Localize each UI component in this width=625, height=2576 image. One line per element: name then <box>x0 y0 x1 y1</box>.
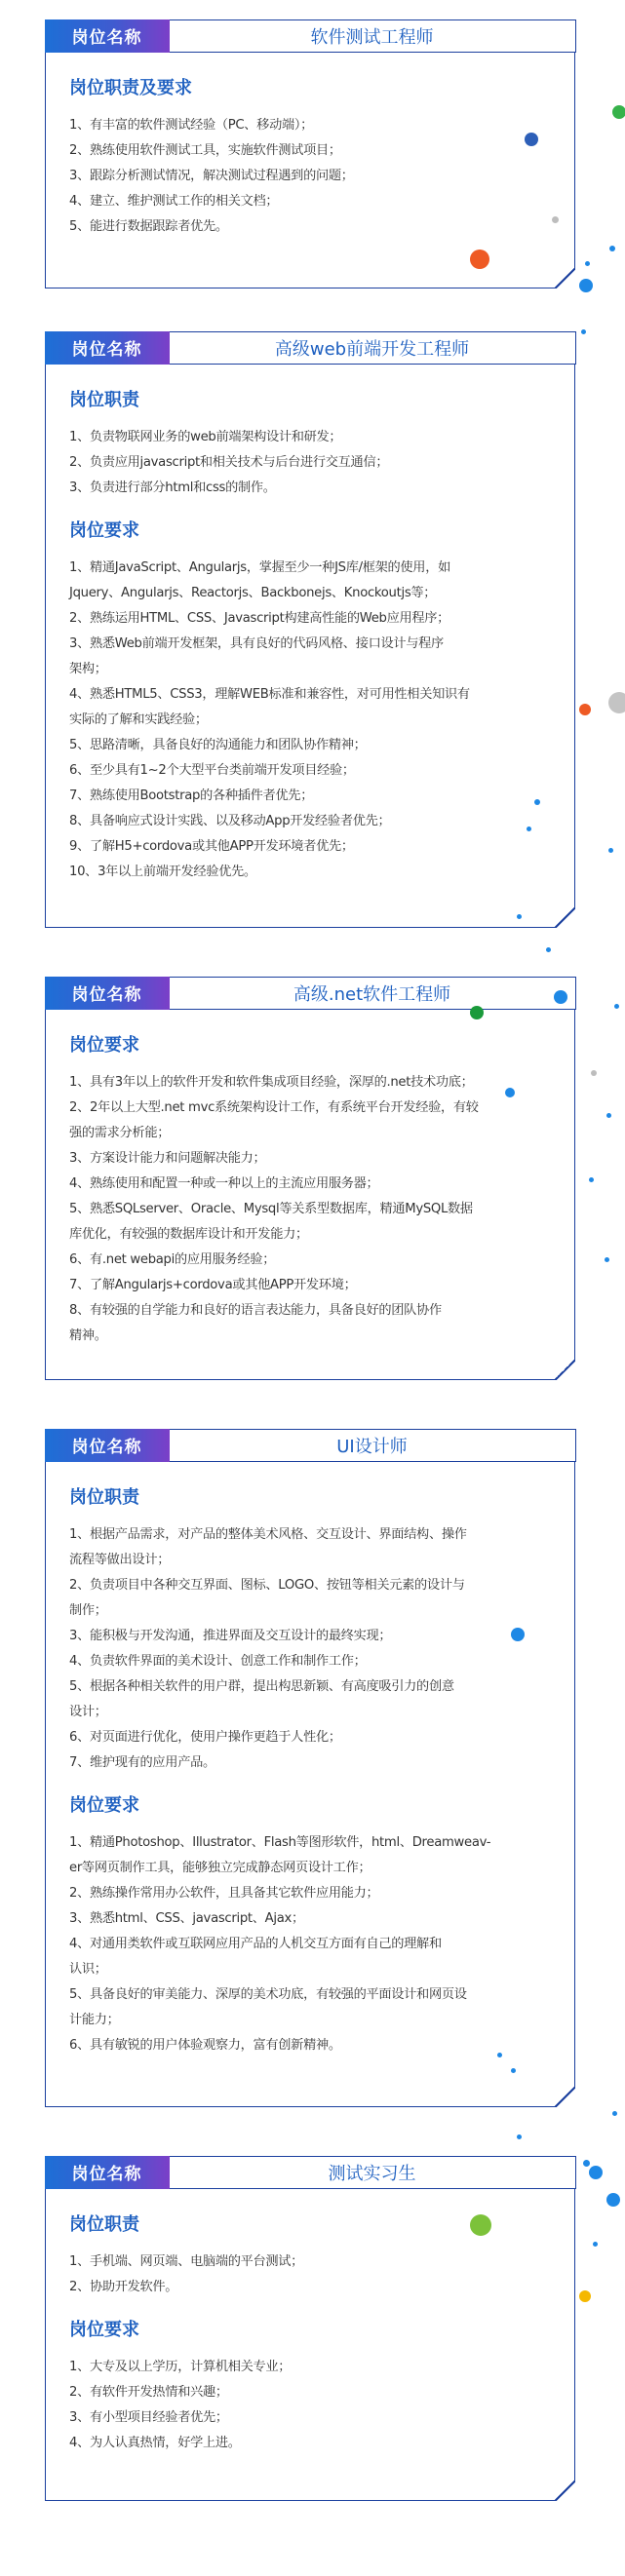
requirement-line: 5、思路清晰，具备良好的沟通能力和团队协作精神； <box>69 737 367 752</box>
requirement-line: 架构； <box>69 661 107 676</box>
requirement-line: 1、有丰富的软件测试经验（PC、移动端）； <box>69 117 314 133</box>
decor-dot <box>534 799 540 805</box>
decor-dot <box>525 133 538 146</box>
requirement-line: 4、为人认真热情，好学上进。 <box>69 2435 241 2450</box>
decor-dot <box>605 1257 609 1262</box>
requirement-line: 8、具备响应式设计实践、以及移动App开发经验者优先； <box>69 813 391 828</box>
decor-dot <box>583 2160 590 2167</box>
requirement-line: 2、熟练操作常用办公软件，且具备其它软件应用能力； <box>69 1885 379 1901</box>
requirement-line: 2、负责项目中各种交互界面、图标、LOGO、按钮等相关元素的设计与 <box>69 1577 465 1593</box>
decor-dot <box>546 947 551 952</box>
requirement-line: 实际的了解和实践经验； <box>69 711 208 727</box>
requirement-line: 2、协助开发软件。 <box>69 2279 178 2294</box>
requirement-line: 3、熟悉Web前端开发框架，具有良好的代码风格、接口设计与程序 <box>69 635 444 651</box>
position-label: 岗位名称 <box>45 19 170 53</box>
job-card-body <box>46 53 574 259</box>
job-title: 高级.net软件工程师 <box>170 977 576 1010</box>
section-heading: 岗位要求 <box>69 1794 139 1816</box>
job-card-body <box>46 1462 574 2078</box>
job-title: 测试实习生 <box>170 2156 576 2189</box>
requirement-line: 计能力； <box>69 2012 120 2027</box>
job-card-body <box>46 2189 574 2476</box>
requirement-line: 1、精通Photoshop、Illustrator、Flash等图形软件，html、Dreamweav- <box>69 1834 491 1850</box>
requirement-line: 5、熟悉SQLserver、Oracle、Mysql等关系型数据库，精通MySQL数据 <box>69 1201 473 1216</box>
requirement-line: 3、负责进行部分html和css的制作。 <box>69 480 276 495</box>
requirement-line: 库优化，有较强的数据库设计和开发能力； <box>69 1226 308 1242</box>
decor-dot <box>505 1088 515 1097</box>
section-heading: 岗位职责 <box>69 2213 139 2235</box>
requirement-line: 流程等做出设计； <box>69 1552 171 1567</box>
requirement-line: 3、有小型项目经验者优先； <box>69 2409 228 2425</box>
requirement-line: 6、至少具有1~2个大型平台类前端开发项目经验； <box>69 762 355 778</box>
decor-dot <box>511 2068 516 2073</box>
job-card <box>45 1429 575 2107</box>
decor-dot <box>579 2290 591 2302</box>
requirement-line: 4、对通用类软件或互联网应用产品的人机交互方面有自己的理解和 <box>69 1936 442 1951</box>
requirement-line: 2、2年以上大型.net mvc系统架构设计工作，有系统平台开发经验，有较 <box>69 1099 479 1115</box>
job-card <box>45 19 575 288</box>
requirement-line: 7、熟练使用Bootstrap的各种插件者优先； <box>69 788 314 803</box>
requirement-line: 1、根据产品需求，对产品的整体美术风格、交互设计、界面结构、操作 <box>69 1526 467 1542</box>
job-title: 软件测试工程师 <box>170 19 576 53</box>
decor-dot <box>608 692 625 713</box>
requirement-line: 9、了解H5+cordova或其他APP开发环境者优先； <box>69 838 354 854</box>
requirement-line: 3、跟踪分析测试情况，解决测试过程遇到的问题； <box>69 168 354 183</box>
decor-dot <box>517 914 522 919</box>
decor-dot <box>581 329 586 334</box>
job-card-body <box>46 1010 574 1368</box>
job-card-header <box>45 2156 576 2189</box>
requirement-line: 7、维护现有的应用产品。 <box>69 1754 215 1770</box>
requirement-line: 4、建立、维护测试工作的相关文档； <box>69 193 279 209</box>
section-heading: 岗位职责 <box>69 389 139 410</box>
decor-dot <box>585 261 590 266</box>
requirement-line: Jquery、Angularjs、Reactorjs、Backbonejs、Knockoutjs等； <box>69 585 437 600</box>
decor-dot <box>470 1006 484 1019</box>
requirement-line: 2、熟练使用软件测试工具，实施软件测试项目； <box>69 142 341 158</box>
job-card-header <box>45 19 576 53</box>
position-label: 岗位名称 <box>45 977 170 1010</box>
job-card-body <box>46 365 574 904</box>
decor-dot <box>470 250 489 269</box>
requirement-line: 4、熟练使用和配置一种或一种以上的主流应用服务器； <box>69 1175 379 1191</box>
requirement-line: 1、负责物联网业务的web前端架构设计和研发； <box>69 429 342 444</box>
requirement-line: 制作； <box>69 1602 107 1618</box>
decor-dot <box>497 2053 502 2057</box>
section-heading: 岗位要求 <box>69 1034 139 1056</box>
requirement-line: 4、负责软件界面的美术设计、创意工作和制作工作； <box>69 1653 367 1669</box>
requirement-line: 5、根据各种相关软件的用户群，提出构思新颖、有高度吸引力的创意 <box>69 1678 454 1694</box>
job-card-header <box>45 1429 576 1462</box>
requirement-line: 1、精通JavaScript、Angularjs，掌握至少一种JS库/框架的使用，如 <box>69 559 450 575</box>
decor-dot <box>589 1177 594 1182</box>
decor-dot <box>579 704 591 715</box>
requirement-line: 6、对页面进行优化，使用户操作更趋于人性化； <box>69 1729 341 1745</box>
requirement-line: 3、能积极与开发沟通，推进界面及交互设计的最终实现； <box>69 1628 392 1643</box>
position-label: 岗位名称 <box>45 1429 170 1462</box>
decor-dot <box>612 105 625 119</box>
decor-dot <box>554 990 567 1004</box>
section-heading: 岗位要求 <box>69 2319 139 2340</box>
decor-dot <box>612 2111 617 2116</box>
requirement-line: 设计； <box>69 1704 107 1719</box>
requirement-line: 10、3年以上前端开发经验优先。 <box>69 864 256 879</box>
decor-dot <box>470 2214 491 2236</box>
decor-dot <box>589 2166 603 2179</box>
section-heading: 岗位职责及要求 <box>69 77 192 98</box>
requirement-line: 7、了解Angularjs+cordova或其他APP开发环境； <box>69 1277 357 1292</box>
requirement-line: 认识； <box>69 1961 107 1977</box>
requirement-line: 2、熟练运用HTML、CSS、Javascript构建高性能的Web应用程序； <box>69 610 450 626</box>
job-title: UI设计师 <box>170 1429 576 1462</box>
requirement-line: 1、具有3年以上的软件开发和软件集成项目经验，深厚的.net技术功底； <box>69 1074 474 1090</box>
requirement-line: 8、有较强的自学能力和良好的语言表达能力，具备良好的团队协作 <box>69 1302 442 1318</box>
requirement-line: 5、具备良好的审美能力、深厚的美术功底，有较强的平面设计和网页设 <box>69 1986 467 2002</box>
requirement-line: 3、方案设计能力和问题解决能力； <box>69 1150 266 1166</box>
decor-dot <box>511 1628 525 1641</box>
requirement-line: 1、大专及以上学历，计算机相关专业； <box>69 2359 292 2374</box>
requirement-line: 6、具有敏锐的用户体验观察力，富有创新精神。 <box>69 2037 341 2053</box>
section-heading: 岗位职责 <box>69 1486 139 1508</box>
requirement-line: 1、手机端、网页端、电脑端的平台测试； <box>69 2253 304 2269</box>
job-card <box>45 331 575 928</box>
decor-dot <box>552 216 559 223</box>
decor-dot <box>614 1004 619 1009</box>
decor-dot <box>593 2242 598 2247</box>
decor-dot <box>591 1070 597 1076</box>
requirement-line: 2、负责应用javascript和相关技术与后台进行交互通信； <box>69 454 389 470</box>
requirement-line: 精神。 <box>69 1327 107 1343</box>
job-card <box>45 977 575 1380</box>
job-card <box>45 2156 575 2501</box>
position-label: 岗位名称 <box>45 331 170 365</box>
decor-dot <box>517 2134 522 2139</box>
decor-dot <box>606 1113 611 1118</box>
job-card-header <box>45 977 576 1010</box>
decor-dot <box>609 246 615 251</box>
section-heading: 岗位要求 <box>69 519 139 541</box>
job-title: 高级web前端开发工程师 <box>170 331 576 365</box>
requirement-line: 5、能进行数据跟踪者优先。 <box>69 218 228 234</box>
requirement-line: 3、熟悉html、CSS、javascript、Ajax； <box>69 1910 304 1926</box>
requirement-line: 强的需求分析能； <box>69 1125 171 1140</box>
requirement-line: 4、熟悉HTML5、CSS3，理解WEB标准和兼容性，对可用性相关知识有 <box>69 686 470 702</box>
requirement-line: 6、有.net webapi的应用服务经验； <box>69 1251 276 1267</box>
requirement-line: 2、有软件开发热情和兴趣； <box>69 2384 228 2400</box>
decor-dot <box>579 279 593 292</box>
requirement-line: er等网页制作工具，能够独立完成静态网页设计工作； <box>69 1860 371 1875</box>
decor-dot <box>608 848 613 853</box>
job-card-header <box>45 331 576 365</box>
decor-dot <box>606 2193 620 2207</box>
decor-dot <box>527 827 531 831</box>
position-label: 岗位名称 <box>45 2156 170 2189</box>
